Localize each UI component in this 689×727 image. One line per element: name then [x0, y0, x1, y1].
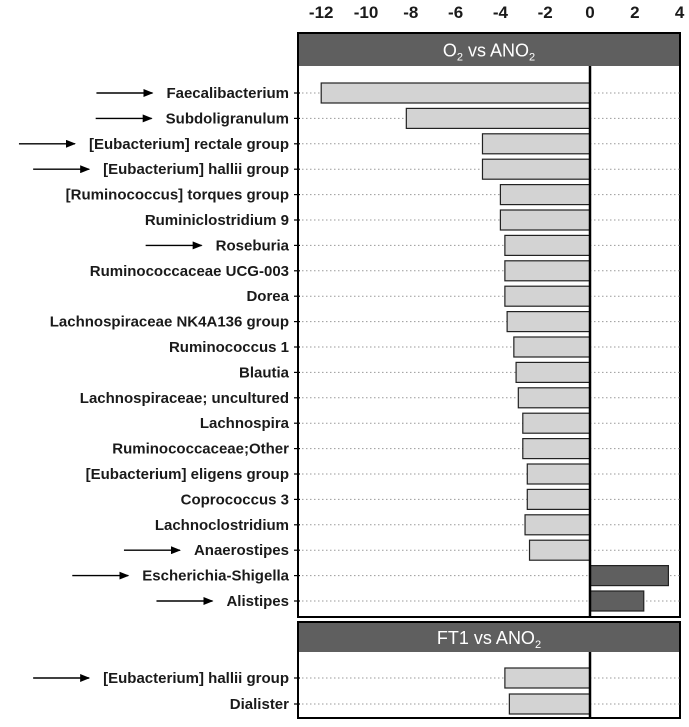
panel-title: FT1 vs $ANO_2$: [436, 628, 542, 651]
x-tick-label: 2: [630, 3, 640, 22]
category-label: Dialister: [229, 696, 289, 713]
bar: [590, 566, 668, 586]
bar: [527, 464, 590, 484]
category-label: Coprococcus 3: [180, 491, 289, 509]
category-label: [Eubacterium] hallii group: [103, 670, 289, 687]
x-tick-label: -4: [492, 3, 508, 22]
category-label: [Ruminococcus] torques group: [65, 186, 289, 204]
category-label: [Eubacterium] rectale group: [88, 135, 289, 153]
category-label: Escherichia-Shigella: [142, 567, 289, 585]
bar: [406, 108, 590, 128]
bar: [530, 540, 590, 560]
x-tick-label: -2: [537, 3, 553, 22]
category-label: Roseburia: [215, 237, 289, 255]
bar: [500, 210, 590, 230]
bar: [505, 286, 590, 306]
bar: [527, 489, 590, 509]
category-label: Blautia: [238, 364, 289, 382]
category-label: Lachnospiraceae; uncultured: [79, 389, 289, 407]
category-label: Ruminococcaceae;Other: [112, 440, 289, 458]
bar: [523, 439, 590, 459]
category-label: Alistipes: [226, 593, 289, 610]
category-label: Anaerostipes: [193, 542, 289, 560]
category-label: Dorea: [246, 288, 289, 306]
bar: [509, 694, 590, 714]
bar: [505, 668, 590, 688]
bar: [514, 337, 590, 357]
bar: [523, 413, 590, 433]
panel-title: $O_2$ vs $ANO_2$: [442, 40, 536, 64]
bar: [590, 591, 644, 611]
x-tick-label: 4: [674, 3, 685, 22]
bar: [321, 83, 590, 103]
category-label: Ruminococcus 1: [168, 339, 289, 356]
panel-2: [33, 622, 680, 718]
category-label: Faecalibacterium: [166, 85, 289, 102]
panel-1: [19, 33, 680, 617]
category-label: Subdoligranulum: [165, 110, 289, 128]
bar: [525, 515, 590, 535]
x-tick-label: -6: [448, 3, 464, 22]
bar: [482, 134, 590, 154]
category-label: [Eubacterium] hallii group: [103, 161, 289, 179]
bar: [505, 261, 590, 281]
x-axis-ticks: [309, 3, 685, 22]
category-label: Ruminococcaceae UCG-003: [89, 262, 289, 280]
category-label: Lachnospira: [199, 415, 289, 433]
x-tick-label: -12: [308, 3, 334, 22]
bar: [500, 185, 590, 205]
category-label: [Eubacterium] eligens group: [85, 466, 289, 483]
bar: [482, 159, 590, 179]
category-label: Lachnoclostridium: [154, 516, 289, 534]
category-label: Ruminiclostridium 9: [144, 212, 289, 229]
bar: [516, 362, 590, 382]
x-tick-label: -10: [353, 3, 379, 22]
bar: [507, 312, 590, 332]
bar: [505, 235, 590, 255]
bar: [518, 388, 590, 408]
x-tick-label: 0: [585, 3, 595, 22]
category-label: Lachnospiraceae NK4A136 group: [49, 313, 289, 331]
x-tick-label: -8: [403, 3, 419, 22]
